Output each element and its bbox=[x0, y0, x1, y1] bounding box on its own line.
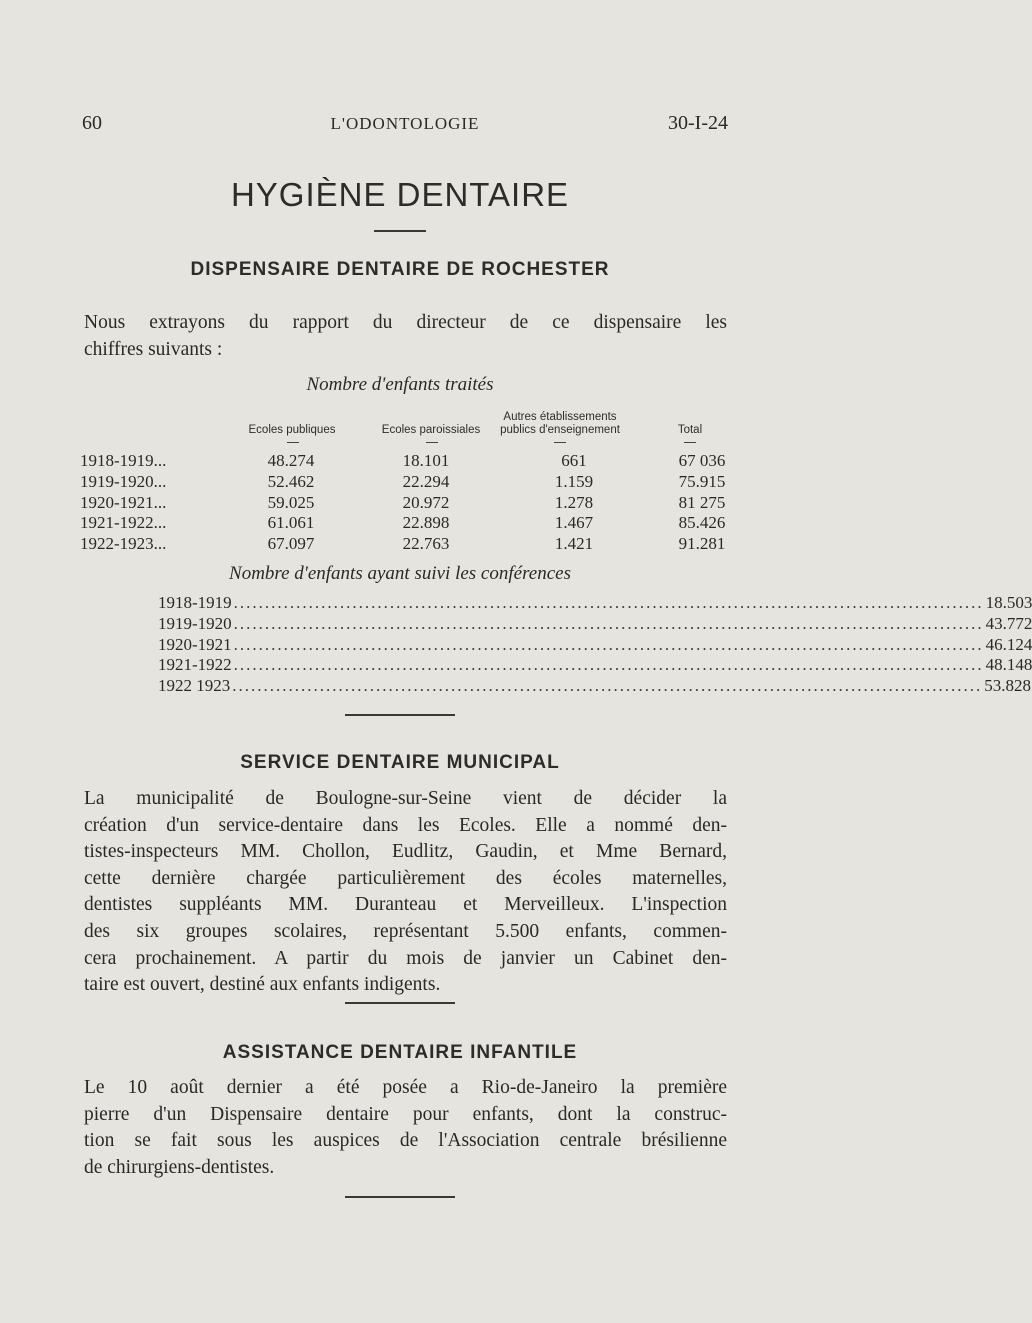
row-value: 48.148 bbox=[985, 655, 1032, 675]
cell-paroissiales: 22.898 bbox=[402, 513, 450, 533]
cell-paroissiales: 18.101 bbox=[402, 451, 450, 470]
column-header-autres bbox=[486, 411, 634, 437]
divider bbox=[345, 714, 455, 716]
cell-publiques: 59.025 bbox=[267, 492, 315, 512]
row-value: 43.772 bbox=[985, 613, 1032, 633]
text-line: pierre d'un Dispensaire dentaire pour enfants, dont la construc- bbox=[84, 1103, 727, 1125]
issue-date: 30-I-24 bbox=[668, 112, 728, 134]
cell-publiques: 61.061 bbox=[267, 513, 315, 533]
table-row bbox=[80, 513, 730, 534]
table-row bbox=[158, 613, 1032, 635]
row-year: 1919-1920... bbox=[80, 471, 167, 491]
cell-publiques: 67.097 bbox=[267, 534, 315, 554]
table-row bbox=[80, 472, 730, 493]
row-year: 1919-1920 bbox=[158, 613, 232, 633]
leader-dots: ........................................................................................................................ bbox=[232, 676, 983, 696]
text-line: Le 10 août dernier a été posée a Rio-de-Janeiro la première bbox=[84, 1077, 727, 1098]
column-header-publiques: Ecoles publiques bbox=[248, 424, 336, 436]
text-line: tion se fait sous les auspices de l'Association centrale brésilienne bbox=[84, 1130, 727, 1152]
table-row bbox=[80, 451, 730, 472]
text-line: La municipalité de Boulogne-sur-Seine vient de décider la bbox=[84, 788, 727, 809]
cell-paroissiales: 22.763 bbox=[402, 534, 450, 554]
divider bbox=[345, 1002, 455, 1004]
text-line: dentistes suppléants MM. Duranteau et Merveilleux. L'inspection bbox=[84, 894, 727, 916]
row-value: 53.828 bbox=[984, 676, 1031, 696]
row-year: 1920-1921... bbox=[80, 492, 167, 512]
header-dash bbox=[684, 442, 696, 443]
page-title: HYGIÈNE DENTAIRE bbox=[230, 176, 570, 213]
municipal-paragraph bbox=[84, 786, 727, 999]
row-year: 1918-1919 bbox=[158, 593, 232, 612]
cell-paroissiales: 20.972 bbox=[402, 492, 450, 512]
leader-dots: ........................................................................................................................ bbox=[233, 613, 984, 633]
cell-paroissiales: 22.294 bbox=[402, 471, 450, 491]
text-line: création d'un service-dentaire dans les Ecoles. Elle a nommé den- bbox=[84, 814, 727, 836]
cell-autres: 1.467 bbox=[554, 513, 594, 533]
section-title-rochester: DISPENSAIRE DENTAIRE DE ROCHESTER bbox=[190, 259, 610, 280]
text-line: des six groupes scolaires, représentant 5.500 enfants, commen- bbox=[84, 920, 727, 942]
cell-publiques: 48.274 bbox=[267, 451, 315, 470]
table-row bbox=[80, 534, 730, 555]
row-year: 1922-1923... bbox=[80, 534, 167, 554]
table-caption-conferences: Nombre d'enfants ayant suivi les conférences bbox=[229, 563, 571, 584]
column-header-autres-line1: Autres établissements bbox=[503, 411, 617, 423]
infantile-paragraph bbox=[84, 1075, 727, 1181]
row-year: 1920-1921 bbox=[158, 634, 232, 654]
running-header bbox=[82, 112, 728, 142]
leader-dots: ........................................................................................................................ bbox=[233, 655, 984, 675]
cell-autres: 1.159 bbox=[554, 471, 594, 491]
text-line: chiffres suivants : bbox=[84, 338, 223, 360]
text-line: Nous extrayons du rapport du directeur de ce dispensaire les bbox=[84, 312, 727, 333]
cell-total: 81 275 bbox=[678, 492, 726, 512]
row-year: 1918-1919... bbox=[80, 451, 167, 470]
header-dash bbox=[554, 442, 566, 443]
cell-autres: 661 bbox=[561, 451, 587, 470]
cell-autres: 1.278 bbox=[554, 492, 594, 512]
table-row bbox=[158, 593, 1032, 614]
table-row bbox=[158, 676, 1031, 697]
table-caption-treated: Nombre d'enfants traités bbox=[306, 374, 494, 395]
row-year: 1922 1923 bbox=[158, 676, 231, 696]
column-header-total: Total bbox=[677, 424, 703, 436]
leader-dots: ........................................................................................................................ bbox=[233, 593, 984, 612]
column-header-autres-line2: publics d'enseignement bbox=[500, 424, 620, 436]
cell-total: 75.915 bbox=[678, 471, 726, 491]
text-line: cera prochainement. A partir du mois de janvier un Cabinet den- bbox=[84, 947, 727, 969]
divider bbox=[345, 1196, 455, 1198]
table-row bbox=[158, 655, 1032, 676]
cell-autres: 1.421 bbox=[554, 534, 594, 554]
section-title-municipal: SERVICE DENTAIRE MUNICIPAL bbox=[240, 752, 560, 773]
divider bbox=[374, 230, 426, 232]
cell-total: 91.281 bbox=[678, 534, 726, 554]
page-number: 60 bbox=[82, 112, 102, 134]
leader-dots: ........................................................................................................................ bbox=[233, 634, 984, 654]
journal-name: L'ODONTOLOGIE bbox=[330, 114, 480, 133]
header-dash bbox=[426, 442, 438, 443]
cell-total: 85.426 bbox=[678, 513, 726, 533]
table-row bbox=[80, 493, 730, 514]
header-dash bbox=[287, 442, 299, 443]
row-year: 1921-1922... bbox=[80, 513, 167, 533]
row-value: 46.124 bbox=[985, 634, 1032, 654]
text-line: tistes-inspecteurs MM. Chollon, Eudlitz, Gaudin, et Mme Bernard, bbox=[84, 841, 727, 863]
row-year: 1921-1922 bbox=[158, 655, 232, 675]
column-header-paroissiales: Ecoles paroissiales bbox=[381, 424, 481, 436]
intro-paragraph bbox=[84, 310, 727, 363]
section-title-infantile: ASSISTANCE DENTAIRE INFANTILE bbox=[222, 1042, 578, 1063]
text-line: de chirurgiens-dentistes. bbox=[84, 1156, 275, 1178]
cell-publiques: 52.462 bbox=[267, 471, 315, 491]
cell-total: 67 036 bbox=[678, 451, 726, 470]
table-row bbox=[158, 634, 1032, 656]
text-line: cette dernière chargée particulièrement des écoles maternelles, bbox=[84, 867, 727, 889]
row-value: 18.503 bbox=[985, 593, 1032, 612]
text-line: taire est ouvert, destiné aux enfants indigents. bbox=[84, 974, 441, 996]
